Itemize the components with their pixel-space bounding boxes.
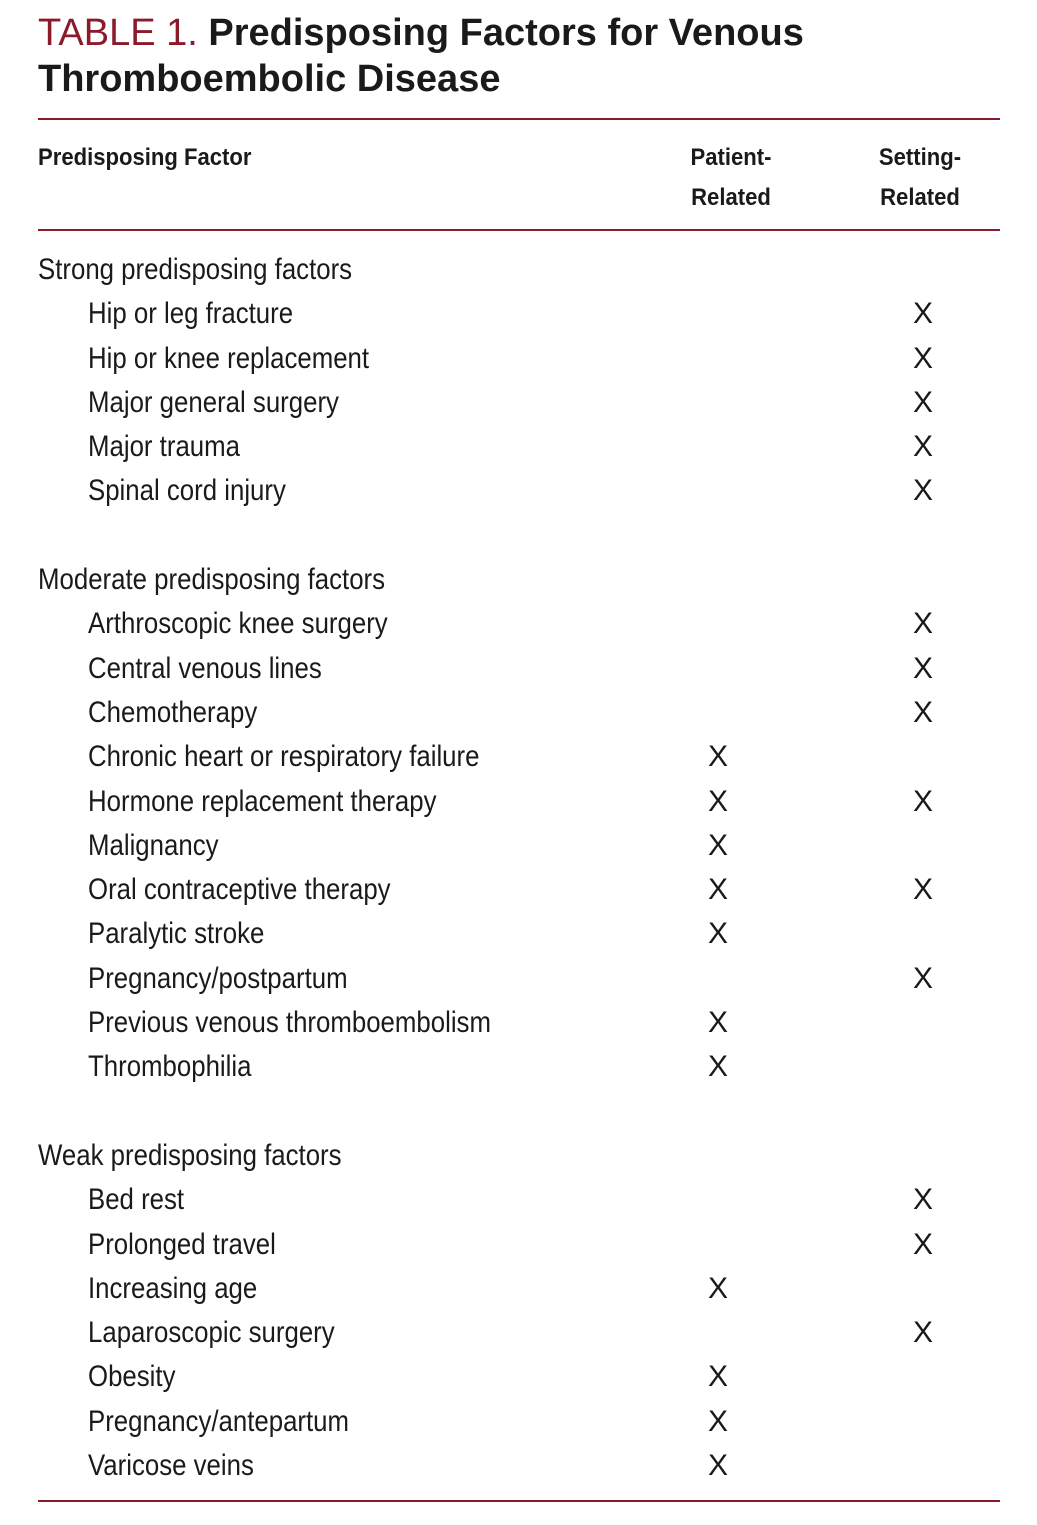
table-title	[38, 10, 998, 102]
group-heading-label: Moderate predisposing factors	[38, 563, 386, 597]
table-row	[38, 691, 1000, 735]
setting-related-mark: X	[912, 297, 933, 331]
patient-related-mark: X	[707, 1360, 728, 1394]
table-row	[38, 1355, 1000, 1399]
table-row	[38, 292, 1000, 336]
table-row	[38, 824, 1000, 868]
setting-related-mark: X	[912, 341, 933, 375]
patient-related-mark: X	[707, 1404, 728, 1438]
table-row	[38, 1178, 1000, 1222]
table-row	[38, 912, 1000, 956]
table-row	[38, 1267, 1000, 1311]
bottom-rule	[38, 1500, 1000, 1502]
setting-related-mark: X	[912, 961, 933, 995]
setting-related-mark: X	[912, 607, 933, 641]
table-row	[38, 1444, 1000, 1488]
table-row	[38, 425, 1000, 469]
factor-name: Thrombophilia	[88, 1050, 252, 1084]
patient-related-mark: X	[707, 1050, 728, 1084]
table-row	[38, 957, 1000, 1001]
factor-name: Hip or leg fracture	[88, 297, 294, 331]
factor-name: Chemotherapy	[88, 695, 258, 729]
factor-name: Chronic heart or respiratory failure	[88, 740, 480, 774]
group-heading-label: Strong predisposing factors	[38, 253, 353, 286]
table-body	[38, 248, 1000, 1488]
patient-related-mark: X	[707, 917, 728, 951]
group-spacer	[38, 514, 1000, 558]
table-row	[38, 780, 1000, 824]
factor-name: Obesity	[88, 1360, 176, 1394]
table-row	[38, 1311, 1000, 1355]
factor-name: Pregnancy/antepartum	[88, 1404, 350, 1438]
setting-related-mark: X	[912, 873, 933, 907]
patient-related-mark: X	[707, 740, 728, 774]
factor-name: Oral contraceptive therapy	[88, 873, 391, 907]
factor-name: Major general surgery	[88, 385, 339, 419]
factor-name: Prolonged travel	[88, 1227, 276, 1261]
setting-related-mark: X	[912, 651, 933, 685]
setting-related-mark: X	[912, 784, 933, 818]
factor-name: Central venous lines	[88, 651, 322, 685]
table-row	[38, 1223, 1000, 1267]
header-rule	[38, 229, 1000, 231]
setting-related-mark: X	[912, 474, 933, 508]
factor-name: Hip or knee replacement	[88, 341, 370, 375]
factor-name: Increasing age	[88, 1271, 258, 1305]
group-heading	[38, 1134, 1000, 1178]
column-header-setting-line2: Related	[880, 184, 960, 211]
setting-related-mark: X	[912, 1183, 933, 1217]
setting-related-mark: X	[912, 1227, 933, 1261]
patient-related-mark: X	[707, 873, 728, 907]
table-row	[38, 735, 1000, 779]
table-row	[38, 381, 1000, 425]
table-row	[38, 1400, 1000, 1444]
group-spacer	[38, 1090, 1000, 1134]
table-row	[38, 868, 1000, 912]
column-header-patient-line1: Patient-	[690, 144, 772, 171]
factor-name: Major trauma	[88, 430, 240, 464]
setting-related-mark: X	[912, 430, 933, 464]
factor-name: Pregnancy/postpartum	[88, 961, 348, 995]
table-row	[38, 1001, 1000, 1045]
column-header-setting-related	[874, 138, 966, 218]
factor-name: Laparoscopic surgery	[88, 1316, 335, 1350]
table-row	[38, 647, 1000, 691]
factor-name: Paralytic stroke	[88, 917, 265, 951]
setting-related-mark: X	[912, 385, 933, 419]
column-header-patient-related	[685, 138, 777, 218]
table-row	[38, 469, 1000, 513]
factor-name: Previous venous thromboembolism	[88, 1006, 491, 1040]
patient-related-mark: X	[707, 1449, 728, 1483]
table-number: TABLE 1.	[38, 12, 198, 54]
factor-name: Varicose veins	[88, 1449, 254, 1483]
group-heading	[38, 248, 1000, 292]
table-title-text: Predisposing Factors for Venous Thromboembolic Disease	[38, 12, 804, 100]
factor-name: Spinal cord injury	[88, 474, 286, 508]
column-header-patient-line2: Related	[691, 184, 771, 211]
patient-related-mark: X	[707, 1271, 728, 1305]
column-header-factor: Predisposing Factor	[38, 144, 252, 171]
factor-name: Arthroscopic knee surgery	[88, 607, 388, 641]
patient-related-mark: X	[707, 828, 728, 862]
top-rule	[38, 118, 1000, 120]
factor-name: Bed rest	[88, 1183, 185, 1217]
patient-related-mark: X	[707, 784, 728, 818]
setting-related-mark: X	[912, 1316, 933, 1350]
group-heading	[38, 558, 1000, 602]
patient-related-mark: X	[707, 1006, 728, 1040]
table-row	[38, 337, 1000, 381]
table-row	[38, 1045, 1000, 1089]
group-heading-label: Weak predisposing factors	[38, 1138, 342, 1172]
factor-name: Hormone replacement therapy	[88, 784, 437, 818]
factor-name: Malignancy	[88, 828, 219, 862]
table-row	[38, 602, 1000, 646]
column-header-setting-line1: Setting-	[878, 144, 962, 171]
setting-related-mark: X	[912, 695, 933, 729]
